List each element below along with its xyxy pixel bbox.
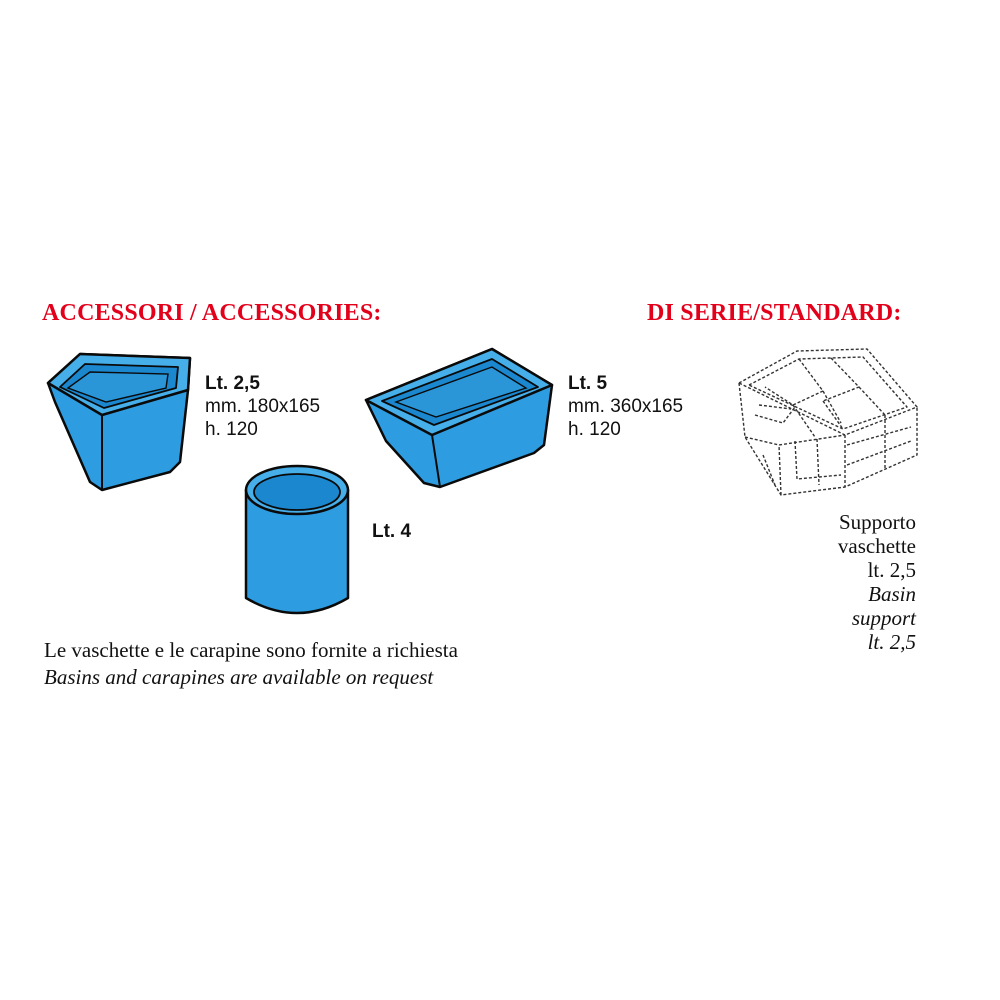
carapina-icon [242,462,352,620]
small-basin-icon [40,350,200,495]
support-it-line3: lt. 2,5 [867,558,916,582]
large-basin-specs [568,372,683,441]
large-basin-size: mm. 360x165 [568,396,684,417]
basin-support-label [838,510,916,654]
large-basin-icon [362,345,557,495]
large-basin-capacity: Lt. 5 [568,373,608,394]
support-it-line2: vaschette [837,534,916,558]
small-basin-size: mm. 180x165 [205,396,321,417]
availability-note-it: Le vaschette e le carapine sono fornite a richiesta [44,638,458,662]
small-basin-capacity: Lt. 2,5 [205,373,260,394]
support-en-line3: lt. 2,5 [867,630,916,654]
small-basin-height: h. 120 [205,419,258,440]
accessories-heading: ACCESSORI / ACCESSORIES: [42,300,382,326]
carapina-capacity: Lt. 4 [372,521,412,542]
support-it-line1: Supporto [838,510,916,534]
small-basin-specs [205,372,320,441]
availability-note-en: Basins and carapines are available on request [44,665,434,689]
carapina-specs [372,520,411,543]
large-basin-height: h. 120 [568,419,621,440]
support-en-line1: Basin [868,582,916,606]
support-en-line2: support [851,606,916,630]
standard-heading: DI SERIE/STANDARD: [647,300,902,326]
basin-support-icon [735,345,925,505]
availability-note [44,637,458,691]
